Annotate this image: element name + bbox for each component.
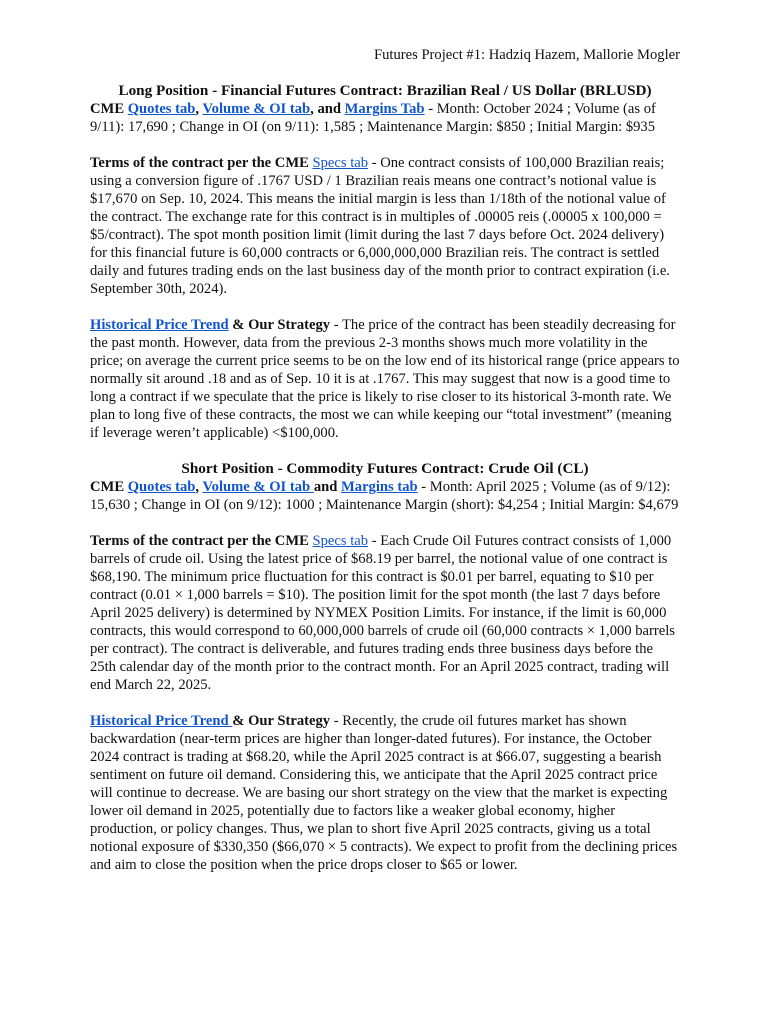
document-header: Futures Project #1: Hadziq Hazem, Mallorie Mogler — [374, 47, 680, 63]
long-sep2: , and — [310, 101, 345, 117]
long-historical-price-trend-link[interactable]: Historical Price Trend — [90, 317, 229, 333]
short-terms-label: Terms of the contract per the CME — [90, 533, 313, 549]
short-sep1: , — [195, 479, 203, 495]
long-volume-oi-tab-link[interactable]: Volume & OI tab — [202, 101, 311, 117]
short-position-title: Short Position - Commodity Futures Contract: Crude Oil (CL) — [181, 460, 589, 477]
short-sep2: and — [313, 479, 341, 495]
short-historical-price-trend-link[interactable]: Historical Price Trend — [90, 713, 233, 729]
short-margins-tab-link[interactable]: Margins tab — [341, 479, 418, 495]
short-terms-paragraph — [90, 532, 680, 694]
long-cme-details: - Month: October 2024 ; Volume (as of 9/11): 17,690 ; Change in OI (on 9/11): 1,585 ; Maintenance Margin: $850 ; Initial Margin: $935 — [90, 101, 656, 135]
long-quotes-tab-link[interactable]: Quotes tab — [127, 101, 196, 117]
long-position-title: Long Position - Financial Futures Contract: Brazilian Real / US Dollar (BRLUSD) — [118, 82, 652, 99]
long-cme-paragraph — [90, 100, 680, 136]
short-volume-oi-tab-link[interactable]: Volume & OI tab — [202, 479, 314, 495]
short-strategy-label: & Our Strategy — [232, 713, 331, 729]
short-strategy-text: - Recently, the crude oil futures market has shown backwardation (near-term prices are higher than longer-dated futures). For instance, the October 2024 contract is trading at $68.20, while the April 2025 contract is at $66.07, suggesting a bearish sentiment on future oil demand. Considering this, we anticipate that the April 2025 contract price will continue to decrease. We are basing our short strategy on the view that the market is expecting lower oil demand in 2025, potentially due to factors like a weaker global economy, higher production, or policy changes. Thus, we plan to short five April 2025 contracts, giving us a total notional exposure of $330,350 ($66,070 × 5 contracts). We expect to profit from the declining prices and aim to close the position when the price drops closer to $65 or lower. — [90, 713, 678, 873]
short-cme-label: CME — [90, 479, 128, 495]
long-cme-label: CME — [90, 101, 128, 117]
long-terms-text: - One contract consists of 100,000 Brazilian reais; using a conversion figure of .1767 USD / 1 Brazilian reais means one contract’s notional value is $17,670 on Sep. 10, 2024. This means the initial margin is less than 1/18th of the notional value of the contract. The exchange rate for this contract is in multiples of .00005 reis (.00005 x 100,000 = $5/contract). The spot month position limit (limit during the last 7 days before Oct. 2024 delivery) for this financial future is 60,000 contracts or 6,000,000,000 Brazilian reis. The contract is settled daily and futures trading ends on the last business day of the month prior to contract expiration (i.e. September 30th, 2024). — [90, 155, 670, 297]
long-strategy-paragraph — [90, 316, 680, 442]
document-page — [90, 46, 680, 874]
short-quotes-tab-link[interactable]: Quotes tab — [127, 479, 196, 495]
long-strategy-text: - The price of the contract has been steadily decreasing for the past month. However, data from the previous 2-3 months shows much more volatility in the price; on average the current price seems to be on the low end of its historical range (price appears to normally sit around .18 and as of Sep. 10 it is at .1767. This may suggest that now is a good time to long a contract if we speculate that the price is likely to rise closer to its historical 3-month rate. We plan to long five of these contracts, the most we can while keeping our “total investment” (meaning if leverage weren’t applicable) <$100,000. — [90, 317, 680, 441]
short-specs-tab-link[interactable]: Specs tab — [312, 533, 369, 549]
short-strategy-paragraph — [90, 712, 680, 874]
long-terms-label: Terms of the contract per the CME — [90, 155, 313, 171]
long-strategy-label: & Our Strategy — [228, 317, 331, 333]
long-margins-tab-link[interactable]: Margins Tab — [344, 101, 425, 117]
long-terms-paragraph — [90, 154, 680, 298]
short-cme-paragraph — [90, 478, 680, 514]
long-specs-tab-link[interactable]: Specs tab — [312, 155, 369, 171]
short-terms-text: - Each Crude Oil Futures contract consists of 1,000 barrels of crude oil. Using the latest price of $68.19 per barrel, the notional value of one contract is $68,190. The minimum price fluctuation for this contract is $0.01 per barrel, equating to $10 per contract (0.01 × 1,000 barrels = $10). The position limit for the spot month (the last 7 days before April 2025 delivery) is determined by NYMEX Position Limits. For instance, if the limit is 60,000 contracts, this would correspond to 60,000,000 barrels of crude oil (60,000 contracts × 1,000 barrels per contract). The contract is deliverable, and futures trading ends three business days before the 25th calendar day of the month prior to the contract month. For an April 2025 contract, trading will end March 22, 2025. — [90, 533, 675, 693]
long-sep1: , — [195, 101, 203, 117]
short-cme-details: - Month: April 2025 ; Volume (as of 9/12): 15,630 ; Change in OI (on 9/12): 1000 ; Maintenance Margin (short): $4,254 ; Initial Margin: $4,679 — [90, 479, 679, 513]
